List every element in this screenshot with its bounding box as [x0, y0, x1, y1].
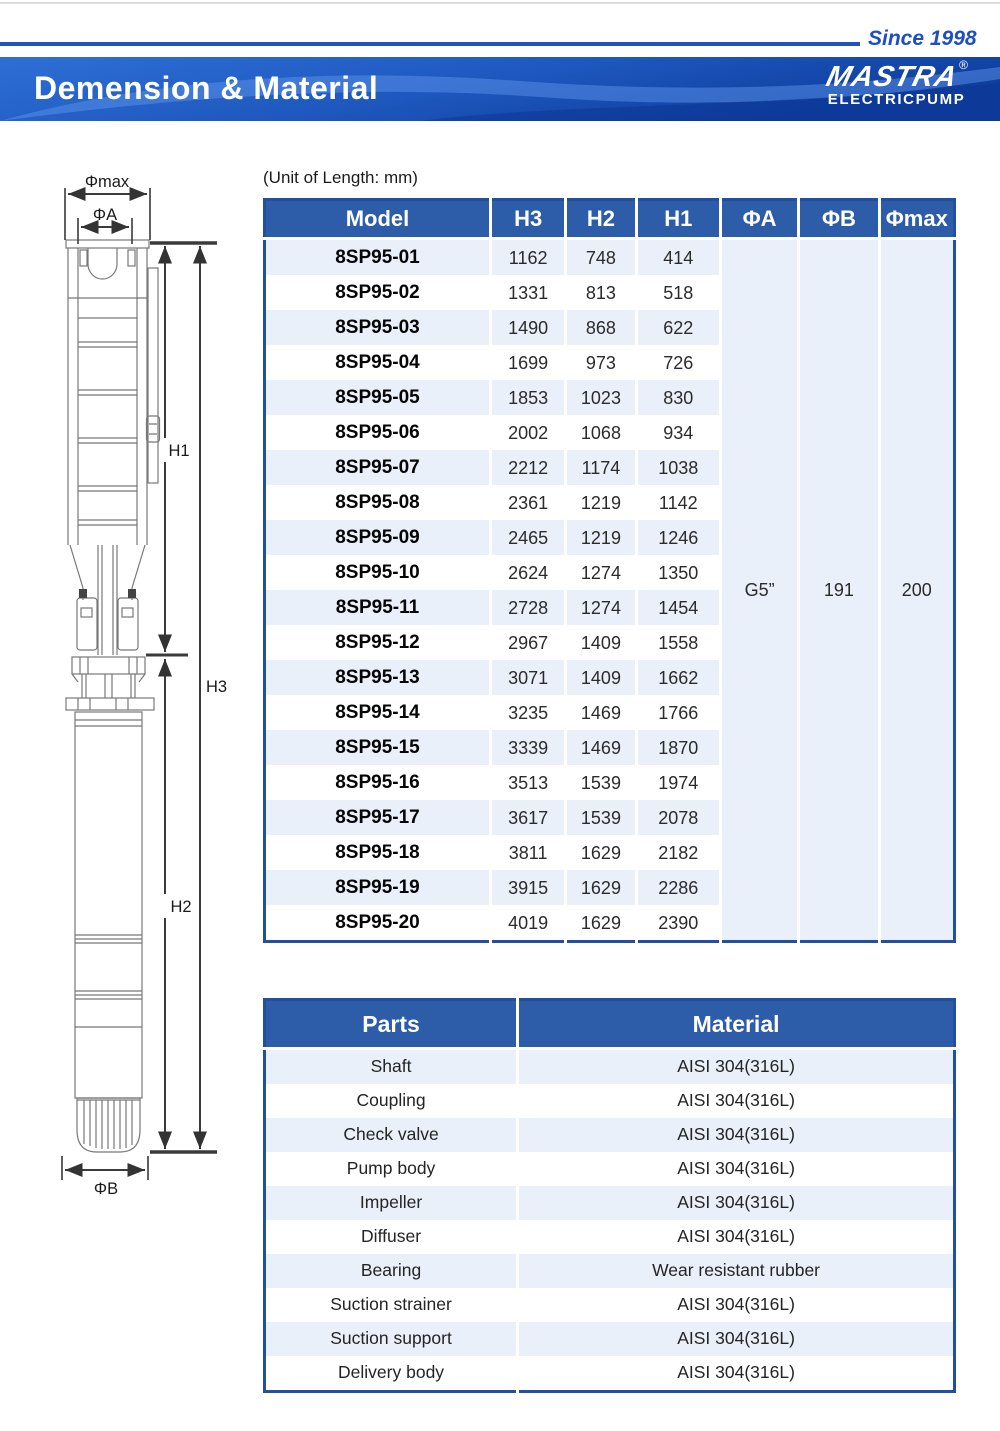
h1-cell: 2078 [636, 800, 720, 835]
table-row [265, 1288, 955, 1322]
h1-cell: 1766 [636, 695, 720, 730]
table-header-row [265, 200, 955, 239]
h2-cell: 1274 [566, 590, 636, 625]
h3-cell: 2465 [490, 520, 565, 555]
model-cell: 8SP95-07 [265, 450, 491, 485]
phi-a-label: ΦA [92, 206, 118, 224]
phi-b-label: ΦB [93, 1180, 119, 1198]
model-cell: 8SP95-13 [265, 660, 491, 695]
header-banner [0, 57, 1000, 121]
h3-cell: 3513 [490, 765, 565, 800]
part-cell: Check valve [265, 1118, 518, 1152]
h3-cell: 1699 [490, 345, 565, 380]
h1-cell: 622 [636, 310, 720, 345]
model-cell: 8SP95-12 [265, 625, 491, 660]
part-cell: Shaft [265, 1049, 518, 1085]
h2-cell: 1409 [566, 660, 636, 695]
model-cell: 8SP95-16 [265, 765, 491, 800]
h3-cell: 2728 [490, 590, 565, 625]
column-header: ΦA [720, 200, 798, 239]
h2-cell: 973 [566, 345, 636, 380]
pump-dimension-drawing [20, 168, 255, 1213]
h1-cell: 934 [636, 415, 720, 450]
h3-cell: 3339 [490, 730, 565, 765]
part-cell: Delivery body [265, 1356, 518, 1392]
table-row [265, 1186, 955, 1220]
dimension-lines [62, 188, 217, 1180]
h1-cell: 1454 [636, 590, 720, 625]
column-header: Φmax [879, 200, 954, 239]
h1-cell: 1558 [636, 625, 720, 660]
table-row [265, 1152, 955, 1186]
h3-cell: 1490 [490, 310, 565, 345]
model-cell: 8SP95-17 [265, 800, 491, 835]
h1-cell: 1038 [636, 450, 720, 485]
h2-cell: 1629 [566, 870, 636, 905]
h3-cell: 2967 [490, 625, 565, 660]
h1-cell: 1662 [636, 660, 720, 695]
model-cell: 8SP95-08 [265, 485, 491, 520]
material-cell: AISI 304(316L) [518, 1322, 955, 1356]
brand-subtitle: ELECTRICPUMP [827, 91, 966, 109]
brand-wordmark: MASTRA [823, 61, 962, 93]
h1-cell: 1870 [636, 730, 720, 765]
model-cell: 8SP95-19 [265, 870, 491, 905]
model-cell: 8SP95-02 [265, 275, 491, 310]
h1-cell: 1246 [636, 520, 720, 555]
h1-cell: 2286 [636, 870, 720, 905]
page-title: Demension & Material [34, 70, 379, 106]
h1-cell: 830 [636, 380, 720, 415]
h1-cell: 1142 [636, 485, 720, 520]
h3-label: H3 [206, 678, 228, 696]
model-cell: 8SP95-01 [265, 239, 491, 276]
material-cell: AISI 304(316L) [518, 1084, 955, 1118]
part-cell: Suction strainer [265, 1288, 518, 1322]
h1-cell: 414 [636, 239, 720, 276]
model-cell: 8SP95-10 [265, 555, 491, 590]
table-row [265, 1049, 955, 1085]
h2-cell: 1539 [566, 800, 636, 835]
h3-cell: 2361 [490, 485, 565, 520]
h2-cell: 1409 [566, 625, 636, 660]
h3-cell: 3071 [490, 660, 565, 695]
model-cell: 8SP95-20 [265, 905, 491, 942]
parts-material-table [263, 998, 956, 1393]
h2-cell: 1219 [566, 520, 636, 555]
model-cell: 8SP95-03 [265, 310, 491, 345]
h2-cell: 1174 [566, 450, 636, 485]
h3-cell: 1331 [490, 275, 565, 310]
part-cell: Suction support [265, 1322, 518, 1356]
part-cell: Diffuser [265, 1220, 518, 1254]
h2-cell: 1629 [566, 905, 636, 942]
h1-cell: 2182 [636, 835, 720, 870]
h3-cell: 3811 [490, 835, 565, 870]
part-cell: Bearing [265, 1254, 518, 1288]
brand-logo [823, 58, 968, 109]
material-cell: AISI 304(316L) [518, 1118, 955, 1152]
unit-note: (Unit of Length: mm) [263, 168, 418, 187]
h1-cell: 518 [636, 275, 720, 310]
pump-outline [66, 240, 160, 1152]
dimension-table-head [265, 200, 955, 239]
material-cell: AISI 304(316L) [518, 1288, 955, 1322]
h3-cell: 2212 [490, 450, 565, 485]
since-text: Since 1998 [868, 27, 977, 50]
model-cell: 8SP95-09 [265, 520, 491, 555]
table-row [265, 239, 955, 276]
h3-cell: 1162 [490, 239, 565, 276]
material-cell: Wear resistant rubber [518, 1254, 955, 1288]
page-top-divider [0, 2, 1000, 4]
part-cell: Pump body [265, 1152, 518, 1186]
h1-cell: 1350 [636, 555, 720, 590]
column-header: H1 [636, 200, 720, 239]
phi-b-merged-cell: 191 [799, 239, 879, 942]
dimension-table-body [265, 239, 955, 942]
model-cell: 8SP95-05 [265, 380, 491, 415]
h2-cell: 1539 [566, 765, 636, 800]
part-cell: Impeller [265, 1186, 518, 1220]
h2-cell: 1469 [566, 695, 636, 730]
table-header-row [265, 1000, 955, 1049]
model-cell: 8SP95-14 [265, 695, 491, 730]
column-header: Material [518, 1000, 955, 1049]
model-cell: 8SP95-06 [265, 415, 491, 450]
material-cell: AISI 304(316L) [518, 1220, 955, 1254]
table-row [265, 1084, 955, 1118]
column-header: H3 [490, 200, 565, 239]
h2-cell: 1068 [566, 415, 636, 450]
table-row [265, 1322, 955, 1356]
column-header: Model [265, 200, 491, 239]
h1-cell: 726 [636, 345, 720, 380]
material-cell: AISI 304(316L) [518, 1356, 955, 1392]
dimension-table [263, 198, 956, 943]
h3-cell: 1853 [490, 380, 565, 415]
table-row [265, 1356, 955, 1392]
h3-cell: 2624 [490, 555, 565, 590]
model-cell: 8SP95-11 [265, 590, 491, 625]
table-row [265, 1118, 955, 1152]
material-cell: AISI 304(316L) [518, 1186, 955, 1220]
phi-max-merged-cell: 200 [879, 239, 954, 942]
h1-cell: 2390 [636, 905, 720, 942]
h2-cell: 1469 [566, 730, 636, 765]
h2-cell: 1629 [566, 835, 636, 870]
column-header: H2 [566, 200, 636, 239]
model-cell: 8SP95-15 [265, 730, 491, 765]
column-header: ΦB [799, 200, 879, 239]
material-cell: AISI 304(316L) [518, 1152, 955, 1186]
h3-cell: 3915 [490, 870, 565, 905]
h2-cell: 813 [566, 275, 636, 310]
h2-label: H2 [170, 898, 192, 916]
registered-trademark-icon: ® [959, 58, 968, 72]
material-cell: AISI 304(316L) [518, 1049, 955, 1085]
model-cell: 8SP95-18 [265, 835, 491, 870]
h1-cell: 1974 [636, 765, 720, 800]
h3-cell: 3235 [490, 695, 565, 730]
h3-cell: 3617 [490, 800, 565, 835]
model-cell: 8SP95-04 [265, 345, 491, 380]
h1-label: H1 [168, 442, 190, 460]
parts-table-body [265, 1049, 955, 1392]
h2-cell: 1023 [566, 380, 636, 415]
table-row [265, 1220, 955, 1254]
h3-cell: 2002 [490, 415, 565, 450]
h2-cell: 1219 [566, 485, 636, 520]
h2-cell: 748 [566, 239, 636, 276]
h3-cell: 4019 [490, 905, 565, 942]
phi-max-label: Φmax [84, 173, 130, 191]
phi-a-merged-cell: G5” [720, 239, 798, 942]
h2-cell: 868 [566, 310, 636, 345]
column-header: Parts [265, 1000, 518, 1049]
dimension-labels [85, 173, 227, 1198]
parts-table-head [265, 1000, 955, 1049]
since-rule-line [0, 42, 860, 46]
part-cell: Coupling [265, 1084, 518, 1118]
table-row [265, 1254, 955, 1288]
h2-cell: 1274 [566, 555, 636, 590]
